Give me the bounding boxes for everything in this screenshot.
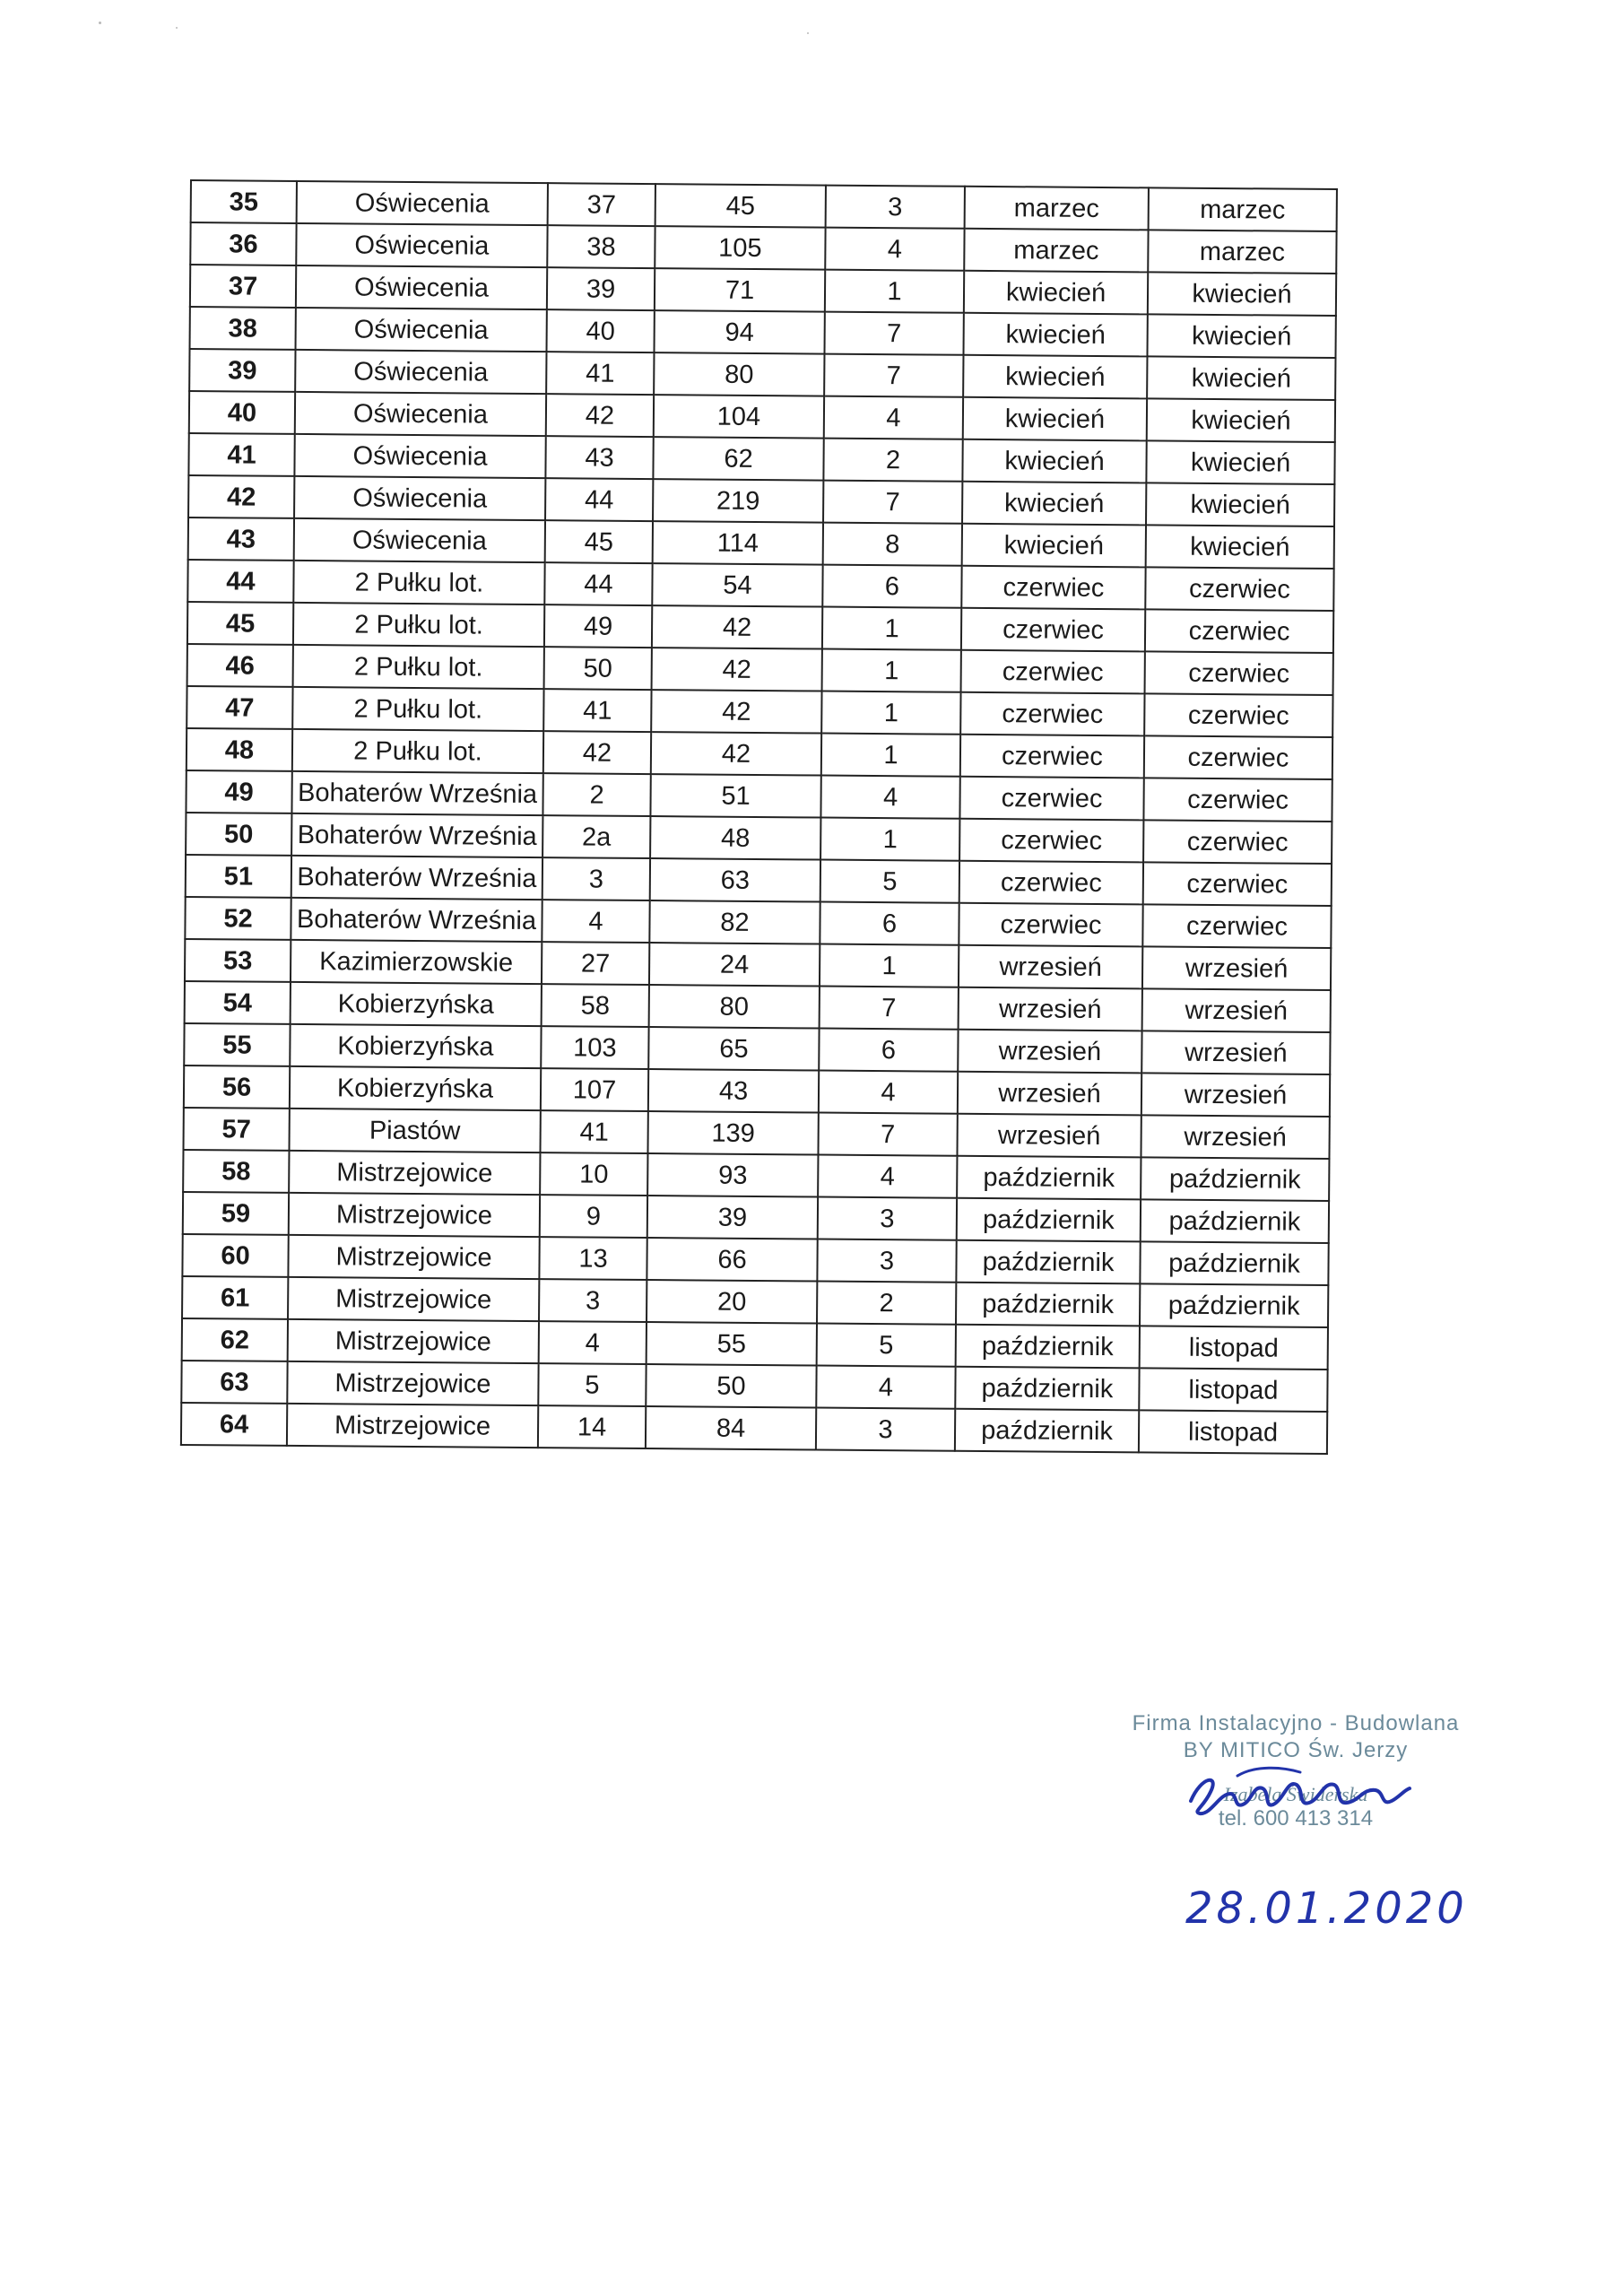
row-number-cell: 39 xyxy=(189,349,295,392)
street-cell: 2 Pułku lot. xyxy=(292,729,543,773)
count-cell: 1 xyxy=(821,734,960,777)
month-cell-2: październik xyxy=(1140,1241,1328,1285)
value-cell: 42 xyxy=(651,732,821,775)
row-number-cell: 47 xyxy=(187,686,292,729)
month-cell: wrzesień xyxy=(958,1030,1141,1074)
street-cell: 2 Pułku lot. xyxy=(293,645,544,689)
count-cell: 1 xyxy=(821,691,960,735)
count-cell: 1 xyxy=(820,944,959,987)
row-number-cell: 59 xyxy=(183,1192,289,1235)
street-cell: Oświecenia xyxy=(297,181,548,225)
building-number-cell: 10 xyxy=(540,1152,647,1196)
building-number-cell: 41 xyxy=(546,352,654,395)
table-row xyxy=(181,1403,1327,1454)
month-cell: październik xyxy=(957,1198,1141,1242)
row-number-cell: 36 xyxy=(190,222,296,265)
building-number-cell: 2a xyxy=(542,815,650,858)
count-cell: 4 xyxy=(825,228,964,271)
value-cell: 63 xyxy=(650,858,820,901)
building-number-cell: 2 xyxy=(542,773,650,816)
street-cell: Oświecenia xyxy=(295,392,546,436)
month-cell-2: czerwiec xyxy=(1142,904,1331,948)
street-cell: Kazimierzowskie xyxy=(291,940,542,984)
month-cell: wrzesień xyxy=(959,987,1142,1031)
building-number-cell: 39 xyxy=(547,267,655,310)
month-cell: październik xyxy=(956,1240,1140,1284)
count-cell: 3 xyxy=(816,1408,955,1451)
value-cell: 219 xyxy=(653,479,823,522)
row-number-cell: 43 xyxy=(188,517,294,561)
month-cell-2: kwiecień xyxy=(1147,314,1335,358)
month-cell: czerwiec xyxy=(961,650,1145,694)
count-cell: 7 xyxy=(823,481,962,524)
value-cell: 93 xyxy=(647,1153,818,1196)
month-cell-2: wrzesień xyxy=(1141,1031,1330,1074)
row-number-cell: 50 xyxy=(186,813,291,856)
value-cell: 71 xyxy=(655,268,825,311)
month-cell: kwiecień xyxy=(963,355,1147,399)
count-cell: 1 xyxy=(825,270,964,313)
street-cell: 2 Pułku lot. xyxy=(292,687,543,731)
row-number-cell: 42 xyxy=(188,475,294,518)
month-cell-2: wrzesień xyxy=(1142,988,1331,1032)
building-number-cell: 13 xyxy=(539,1237,647,1280)
building-number-cell: 41 xyxy=(540,1110,647,1153)
count-cell: 4 xyxy=(816,1366,955,1409)
value-cell: 51 xyxy=(650,774,820,817)
street-cell: Mistrzejowice xyxy=(289,1193,540,1237)
building-number-cell: 40 xyxy=(547,309,655,352)
month-cell-2: kwiecień xyxy=(1146,525,1334,569)
stamp-person-line: Izabela Świderska xyxy=(1223,1783,1368,1805)
month-cell: kwiecień xyxy=(963,397,1147,441)
row-number-cell: 46 xyxy=(187,644,293,687)
stamp-phone-line: tel. 600 413 314 xyxy=(1218,1806,1374,1831)
value-cell: 84 xyxy=(646,1406,816,1449)
count-cell: 3 xyxy=(817,1239,956,1283)
value-cell: 43 xyxy=(648,1069,819,1112)
value-cell: 24 xyxy=(649,943,820,986)
building-number-cell: 3 xyxy=(542,857,650,900)
row-number-cell: 63 xyxy=(181,1361,287,1404)
value-cell: 114 xyxy=(653,521,823,564)
row-number-cell: 45 xyxy=(187,602,293,645)
count-cell: 6 xyxy=(822,565,961,608)
month-cell-2: październik xyxy=(1141,1199,1329,1243)
month-cell-2: wrzesień xyxy=(1141,1115,1329,1159)
month-cell-2: październik xyxy=(1140,1283,1328,1327)
street-cell: 2 Pułku lot. xyxy=(293,561,544,604)
month-cell: marzec xyxy=(964,229,1148,273)
value-cell: 82 xyxy=(649,900,820,944)
count-cell: 3 xyxy=(826,186,965,229)
value-cell: 65 xyxy=(648,1027,819,1070)
month-cell-2: czerwiec xyxy=(1143,820,1332,864)
building-number-cell: 14 xyxy=(538,1405,646,1448)
building-number-cell: 27 xyxy=(542,942,649,985)
building-number-cell: 38 xyxy=(547,225,655,268)
month-cell: czerwiec xyxy=(961,566,1145,610)
building-number-cell: 103 xyxy=(541,1026,648,1069)
value-cell: 80 xyxy=(649,985,820,1028)
month-cell: czerwiec xyxy=(959,819,1143,863)
value-cell: 42 xyxy=(651,690,821,733)
month-cell: marzec xyxy=(965,187,1149,230)
month-cell-2: listopad xyxy=(1139,1368,1327,1412)
count-cell: 6 xyxy=(819,1029,958,1072)
value-cell: 55 xyxy=(647,1322,817,1365)
month-cell-2: czerwiec xyxy=(1144,693,1332,737)
month-cell: czerwiec xyxy=(959,777,1143,821)
month-cell: kwiecień xyxy=(963,313,1147,357)
month-cell: czerwiec xyxy=(959,861,1143,905)
building-number-cell: 42 xyxy=(546,394,654,437)
month-cell: wrzesień xyxy=(958,1072,1141,1116)
building-number-cell: 9 xyxy=(540,1195,647,1238)
month-cell-2: czerwiec xyxy=(1144,735,1332,779)
value-cell: 42 xyxy=(652,648,822,691)
count-cell: 5 xyxy=(820,860,959,903)
count-cell: 4 xyxy=(819,1071,958,1114)
street-cell: Bohaterów Września xyxy=(291,856,542,900)
month-cell: czerwiec xyxy=(960,735,1144,778)
value-cell: 48 xyxy=(650,816,820,859)
street-cell: Oświecenia xyxy=(294,518,545,562)
count-cell: 5 xyxy=(817,1324,956,1367)
count-cell: 1 xyxy=(822,607,961,650)
value-cell: 94 xyxy=(654,310,824,353)
count-cell: 3 xyxy=(818,1197,957,1240)
stamp-company-line: Firma Instalacyjno - Budowlana xyxy=(1132,1711,1460,1735)
month-cell-2: czerwiec xyxy=(1145,609,1333,653)
building-number-cell: 58 xyxy=(542,984,649,1027)
value-cell: 105 xyxy=(655,226,825,269)
month-cell: październik xyxy=(956,1325,1140,1369)
row-number-cell: 44 xyxy=(187,560,293,603)
street-cell: Mistrzejowice xyxy=(287,1361,538,1405)
month-cell-2: czerwiec xyxy=(1145,651,1333,695)
building-number-cell: 107 xyxy=(541,1068,648,1111)
street-cell: Bohaterów Września xyxy=(291,898,542,942)
month-cell-2: marzec xyxy=(1149,187,1337,231)
count-cell: 7 xyxy=(818,1113,957,1156)
street-cell: Oświecenia xyxy=(296,265,547,309)
count-cell: 2 xyxy=(817,1282,956,1325)
street-cell: Kobierzyńska xyxy=(291,982,542,1026)
value-cell: 66 xyxy=(647,1238,817,1281)
handwritten-signature xyxy=(1184,1758,1417,1825)
scan-speck xyxy=(176,27,178,29)
street-cell: Oświecenia xyxy=(296,223,547,267)
building-number-cell: 50 xyxy=(544,647,652,690)
value-cell: 104 xyxy=(654,395,824,438)
building-number-cell: 49 xyxy=(544,604,652,648)
building-number-cell: 45 xyxy=(545,520,653,563)
count-cell: 2 xyxy=(823,439,962,482)
building-number-cell: 3 xyxy=(539,1279,647,1322)
handwritten-date: 28.01.2020 xyxy=(1185,1883,1468,1934)
value-cell: 50 xyxy=(646,1364,816,1407)
month-cell: kwiecień xyxy=(962,524,1146,568)
table-body xyxy=(181,180,1337,1454)
row-number-cell: 61 xyxy=(182,1276,288,1319)
count-cell: 7 xyxy=(824,312,963,355)
month-cell-2: wrzesień xyxy=(1141,1073,1330,1117)
street-cell: Piastów xyxy=(289,1109,540,1152)
month-cell: kwiecień xyxy=(962,482,1146,526)
count-cell: 4 xyxy=(820,776,959,819)
month-cell-2: kwiecień xyxy=(1147,398,1335,442)
month-cell-2: kwiecień xyxy=(1146,483,1334,526)
count-cell: 8 xyxy=(823,523,962,566)
value-cell: 54 xyxy=(652,563,822,606)
month-cell-2: kwiecień xyxy=(1146,440,1334,484)
month-cell-2: czerwiec xyxy=(1143,862,1332,906)
count-cell: 4 xyxy=(824,396,963,439)
street-cell: Kobierzyńska xyxy=(290,1066,541,1110)
count-cell: 7 xyxy=(824,354,963,397)
month-cell: kwiecień xyxy=(964,271,1148,315)
count-cell: 1 xyxy=(820,818,959,861)
row-number-cell: 38 xyxy=(190,307,296,350)
month-cell-2: marzec xyxy=(1148,230,1336,274)
street-cell: Oświecenia xyxy=(294,476,545,520)
building-number-cell: 4 xyxy=(542,900,649,943)
month-cell-2: październik xyxy=(1141,1157,1329,1201)
value-cell: 139 xyxy=(647,1111,818,1154)
row-number-cell: 60 xyxy=(182,1234,288,1277)
row-number-cell: 64 xyxy=(181,1403,287,1446)
row-number-cell: 35 xyxy=(191,180,297,223)
row-number-cell: 52 xyxy=(185,897,291,940)
street-cell: Mistrzejowice xyxy=(288,1277,539,1321)
row-number-cell: 57 xyxy=(184,1108,290,1151)
count-cell: 6 xyxy=(820,902,959,945)
month-cell: czerwiec xyxy=(961,608,1145,652)
building-number-cell: 37 xyxy=(548,183,655,226)
row-number-cell: 49 xyxy=(186,770,291,813)
row-number-cell: 56 xyxy=(184,1065,290,1109)
month-cell: czerwiec xyxy=(959,903,1142,947)
street-cell: Mistrzejowice xyxy=(288,1235,539,1279)
street-cell: Oświecenia xyxy=(296,308,547,352)
month-cell-2: czerwiec xyxy=(1143,778,1332,822)
value-cell: 80 xyxy=(654,352,824,396)
building-number-cell: 43 xyxy=(545,436,653,479)
month-cell: wrzesień xyxy=(959,945,1142,989)
value-cell: 39 xyxy=(647,1196,818,1239)
month-cell: październik xyxy=(955,1367,1139,1411)
month-cell-2: kwiecień xyxy=(1147,356,1335,400)
row-number-cell: 37 xyxy=(190,265,296,308)
row-number-cell: 62 xyxy=(182,1318,288,1361)
value-cell: 45 xyxy=(655,184,826,227)
count-cell: 1 xyxy=(822,649,961,692)
building-number-cell: 5 xyxy=(538,1363,646,1406)
street-cell: Bohaterów Września xyxy=(291,813,542,857)
street-cell: Mistrzejowice xyxy=(289,1151,540,1195)
count-cell: 4 xyxy=(818,1155,957,1198)
street-cell: Oświecenia xyxy=(294,434,545,478)
row-number-cell: 48 xyxy=(187,728,292,771)
street-cell: Kobierzyńska xyxy=(290,1024,541,1068)
month-cell-2: czerwiec xyxy=(1145,567,1333,611)
street-cell: Mistrzejowice xyxy=(288,1319,539,1363)
count-cell: 7 xyxy=(820,987,959,1030)
month-cell: październik xyxy=(955,1409,1139,1453)
row-number-cell: 53 xyxy=(185,939,291,982)
month-cell-2: wrzesień xyxy=(1142,946,1331,990)
street-cell: 2 Pułku lot. xyxy=(293,603,544,647)
stamp-name-line: BY MITICO Św. Jerzy xyxy=(1183,1738,1409,1762)
value-cell: 20 xyxy=(647,1280,817,1323)
row-number-cell: 54 xyxy=(185,981,291,1024)
month-cell: kwiecień xyxy=(962,439,1146,483)
month-cell: czerwiec xyxy=(960,692,1144,736)
row-number-cell: 58 xyxy=(183,1150,289,1193)
building-number-cell: 44 xyxy=(544,562,652,605)
row-number-cell: 40 xyxy=(189,391,295,434)
scan-speck xyxy=(807,32,809,34)
schedule-table xyxy=(180,179,1338,1455)
month-cell: wrzesień xyxy=(957,1114,1141,1158)
month-cell-2: listopad xyxy=(1140,1326,1328,1370)
row-number-cell: 55 xyxy=(184,1023,290,1066)
month-cell-2: kwiecień xyxy=(1148,272,1336,316)
building-number-cell: 41 xyxy=(543,689,651,732)
street-cell: Bohaterów Września xyxy=(291,771,542,815)
month-cell: październik xyxy=(957,1156,1141,1200)
value-cell: 42 xyxy=(652,605,822,648)
building-number-cell: 4 xyxy=(539,1321,647,1364)
month-cell-2: listopad xyxy=(1139,1410,1327,1454)
row-number-cell: 41 xyxy=(188,433,294,476)
building-number-cell: 44 xyxy=(545,478,653,521)
value-cell: 62 xyxy=(653,437,823,480)
scan-speck xyxy=(99,22,101,24)
row-number-cell: 51 xyxy=(186,855,291,898)
month-cell: październik xyxy=(956,1283,1140,1326)
building-number-cell: 42 xyxy=(543,731,651,774)
street-cell: Mistrzejowice xyxy=(287,1404,538,1448)
street-cell: Oświecenia xyxy=(295,350,546,394)
